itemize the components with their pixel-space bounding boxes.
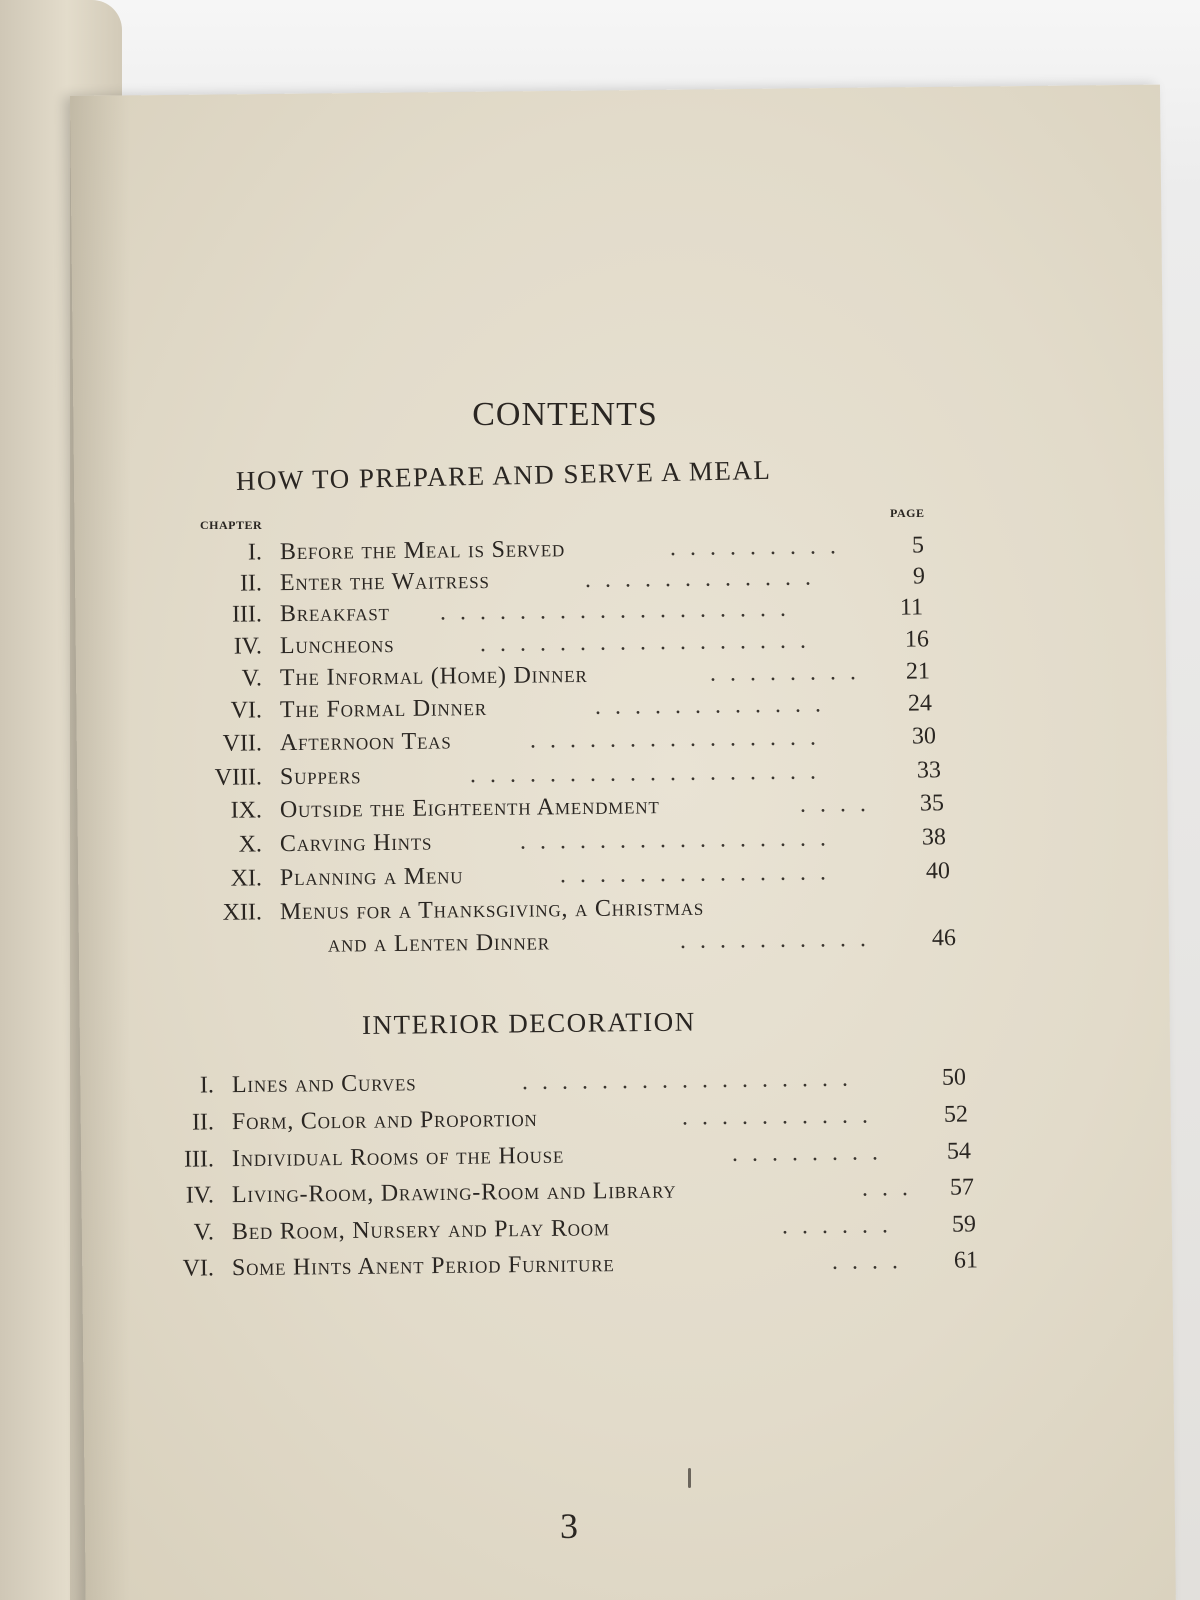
chapter-title: Menus for a Thanksgiving, a Christmas — [279, 894, 705, 926]
page-ref: 30 — [911, 723, 937, 750]
chapter-numeral: VI. — [182, 1255, 215, 1282]
dot-leader: .... — [799, 790, 881, 818]
page-ref: 54 — [946, 1138, 972, 1165]
chapter-numeral: V. — [241, 665, 263, 692]
chapter-title: and a Lenten Dinner — [327, 929, 551, 958]
dot-leader: .................. — [469, 758, 831, 789]
page-ref: 33 — [916, 757, 942, 784]
dot-leader: ................. — [479, 627, 821, 658]
dot-leader: .... — [831, 1248, 913, 1275]
dot-leader: ......... — [669, 533, 851, 562]
chapter-title: Carving Hints — [279, 829, 433, 858]
chapter-numeral: I. — [199, 1072, 215, 1099]
page-ref: 57 — [949, 1174, 975, 1201]
chapter-title: Individual Rooms of the House — [231, 1142, 565, 1173]
chapter-numeral: IV. — [185, 1182, 215, 1209]
page-ref: 38 — [921, 824, 947, 851]
chapter-numeral: X. — [238, 831, 263, 858]
contents-title: CONTENTS — [472, 396, 658, 433]
chapter-title: The Formal Dinner — [279, 694, 488, 724]
chapter-numeral: III. — [183, 1146, 215, 1173]
chapter-column-label: CHAPTER — [200, 518, 263, 532]
dot-leader: .................. — [439, 595, 801, 626]
paper-speck — [688, 1468, 691, 1488]
chapter-numeral: III. — [231, 601, 263, 628]
chapter-title: Afternoon Teas — [279, 728, 452, 757]
dot-leader: .......... — [681, 1102, 883, 1131]
chapter-title: Planning a Menu — [279, 863, 464, 892]
chapter-title: Some Hints Anent Period Furniture — [231, 1251, 615, 1282]
page-ref: 11 — [899, 594, 924, 621]
chapter-title: Lines and Curves — [231, 1070, 417, 1099]
page-ref: 46 — [931, 925, 957, 952]
page-ref: 61 — [953, 1247, 979, 1274]
chapter-title: Form, Color and Proportion — [231, 1105, 538, 1136]
page-ref: 40 — [925, 858, 951, 885]
chapter-title: Living-Room, Drawing-Room and Library — [231, 1177, 677, 1209]
chapter-title: Before the Meal is Served — [279, 536, 566, 566]
gutter-shadow — [70, 96, 130, 1600]
dot-leader: ................. — [521, 1065, 863, 1096]
page-ref: 9 — [912, 563, 926, 590]
chapter-numeral: IV. — [233, 633, 263, 660]
page-ref: 35 — [919, 790, 945, 817]
chapter-title: Bed Room, Nursery and Play Room — [231, 1215, 610, 1246]
chapter-numeral: VI. — [230, 697, 263, 724]
chapter-title: Suppers — [279, 763, 362, 791]
chapter-numeral: IX. — [230, 797, 263, 824]
chapter-numeral: XI. — [230, 865, 263, 892]
dot-leader: .............. — [559, 859, 841, 889]
page-number: 3 — [560, 1506, 578, 1546]
dot-leader: .......... — [679, 925, 881, 954]
dot-leader: ................ — [519, 825, 841, 855]
page-ref: 5 — [911, 532, 925, 559]
dot-leader: ............ — [584, 564, 826, 593]
dot-leader: ............ — [594, 691, 836, 720]
chapter-numeral: XII. — [222, 899, 263, 926]
chapter-title: Enter the Waitress — [279, 567, 490, 597]
chapter-numeral: VIII. — [214, 764, 263, 791]
page-ref: 21 — [905, 658, 931, 685]
chapter-numeral: VII. — [222, 730, 263, 757]
page-ref: 59 — [951, 1211, 977, 1238]
chapter-title: Breakfast — [279, 600, 390, 628]
chapter-title: Luncheons — [279, 631, 395, 660]
page-ref: 50 — [941, 1064, 967, 1091]
dot-leader: ........ — [709, 658, 871, 687]
chapter-numeral: I. — [247, 539, 263, 566]
dot-leader: ... — [861, 1174, 923, 1202]
page-ref: 24 — [907, 690, 933, 717]
section-heading-meal: HOW TO PREPARE AND SERVE A MEAL — [235, 454, 772, 496]
chapter-numeral: V. — [193, 1219, 215, 1246]
dot-leader: ............... — [529, 724, 831, 754]
page-column-label: PAGE — [890, 506, 925, 520]
dot-leader: ........ — [731, 1139, 893, 1167]
chapter-numeral: II. — [239, 570, 263, 597]
chapter-numeral: II. — [191, 1109, 215, 1136]
section-heading-interior: INTERIOR DECORATION — [361, 1006, 696, 1040]
chapter-title: Outside the Eighteenth Amendment — [279, 793, 660, 824]
dot-leader: ...... — [781, 1212, 903, 1240]
page-ref: 16 — [904, 626, 930, 653]
chapter-title: The Informal (Home) Dinner — [279, 661, 588, 692]
page-ref: 52 — [943, 1101, 969, 1128]
